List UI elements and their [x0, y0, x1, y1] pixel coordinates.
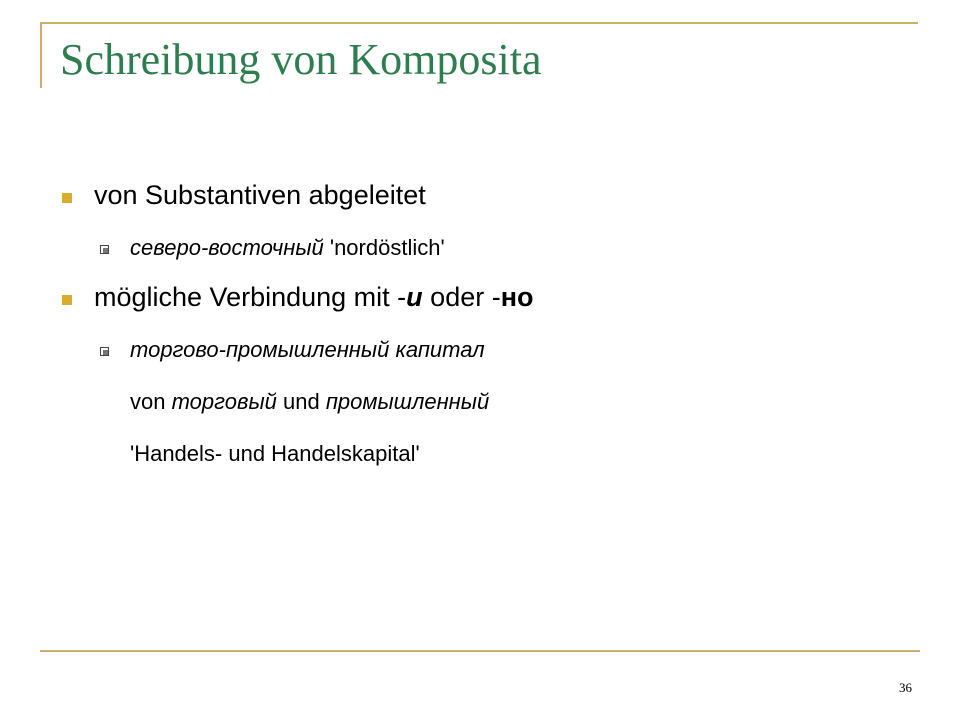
- bullet-text-mid: oder -: [422, 282, 501, 312]
- bullet-text: von Substantiven abgeleitet: [94, 180, 426, 210]
- german-translation: 'Handels- und Handelskapital': [130, 441, 420, 466]
- text-und: und: [276, 389, 326, 414]
- suffix-i: и: [406, 282, 423, 312]
- sub-bullet-translation-line: [58, 440, 918, 468]
- russian-word-1: торговый: [171, 389, 277, 414]
- hollow-square-bullet-icon: [100, 245, 109, 254]
- hollow-square-bullet-icon: [100, 347, 109, 356]
- suffix-no: но: [500, 282, 534, 312]
- sub-bullet-continuation-line: [58, 388, 918, 416]
- slide-content: [58, 178, 918, 468]
- russian-term: торгово-промышленный капитал: [130, 337, 485, 362]
- russian-term: северо-восточный: [130, 235, 324, 260]
- bullet-item-2: [58, 280, 918, 314]
- frame-bottom-line: [40, 650, 920, 652]
- russian-word-2: промышленный: [325, 389, 490, 414]
- bullet-text-before: mögliche Verbindung mit -: [94, 282, 407, 312]
- text-von: von: [130, 389, 172, 414]
- frame-left-line: [40, 22, 42, 88]
- frame-top-line: [40, 22, 918, 24]
- sub-bullet-item-2: [58, 336, 918, 364]
- square-bullet-icon: [62, 295, 72, 305]
- german-gloss: 'nordöstlich': [323, 235, 445, 260]
- sub-bullet-item-1: [58, 234, 918, 262]
- page-number: 36: [899, 680, 912, 695]
- slide-title: Schreibung von Komposita: [60, 35, 542, 84]
- bullet-item-1: [58, 178, 918, 212]
- square-bullet-icon: [62, 193, 72, 203]
